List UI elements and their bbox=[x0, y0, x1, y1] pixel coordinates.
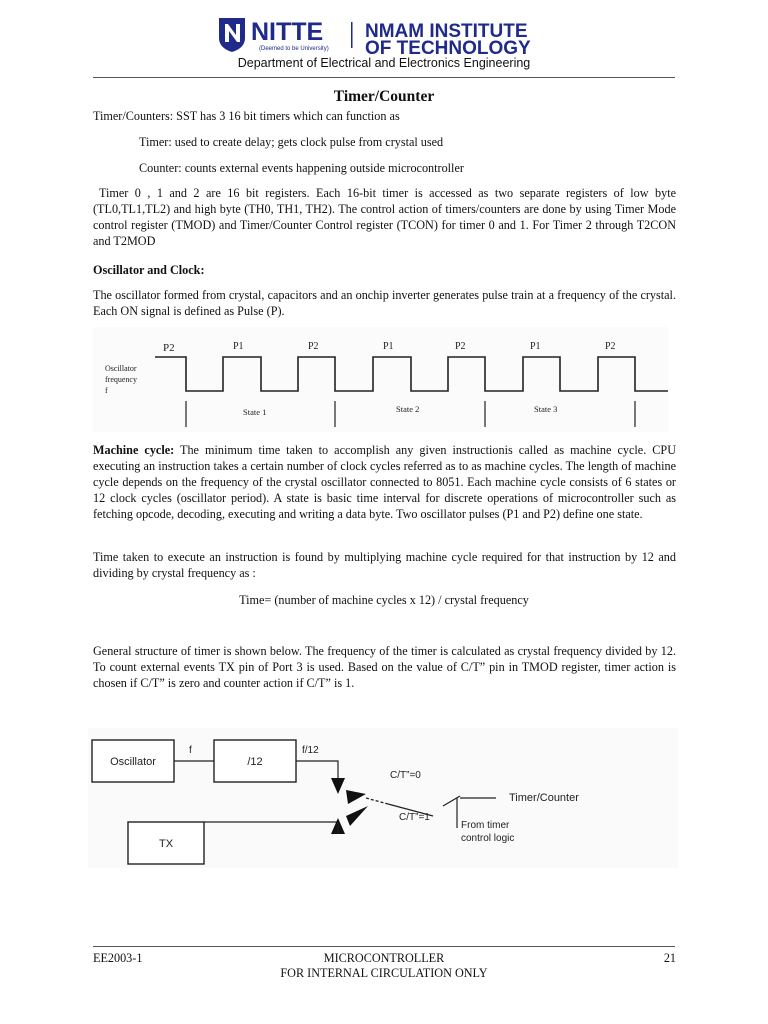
machine-cycle-paragraph bbox=[93, 442, 676, 522]
control-logic-label-line2: control logic bbox=[461, 833, 515, 844]
timer-counter-output-label: Timer/Counter bbox=[509, 792, 579, 804]
timer-structure-diagram bbox=[88, 728, 678, 868]
f12-label: f/12 bbox=[302, 745, 319, 756]
control-logic-label-line1: From timer bbox=[461, 820, 510, 831]
divide-label: /12 bbox=[247, 756, 263, 768]
shield-icon bbox=[219, 18, 245, 52]
ct1-label: C/T”=1 bbox=[399, 812, 430, 823]
machine-cycle-heading: Machine cycle: bbox=[93, 443, 175, 457]
logo-left-text: NITTE bbox=[251, 18, 324, 46]
header-rule bbox=[93, 77, 675, 78]
intro-text: Timer/Counters: SST has 3 16 bit timers which can function as bbox=[93, 109, 400, 123]
signal-label-line3: f bbox=[105, 386, 108, 395]
oscillator-label: Oscillator bbox=[110, 756, 156, 768]
general-structure-paragraph: General structure of timer is shown below. The frequency of the timer is calculated as crystal frequency divided by 12. To count external events TX pin of Port 3 is used. Based on the value of C/T” pin in TMOD register, timer action is chosen if C/T” is zero and counter action if C/T” is 1. bbox=[93, 644, 676, 690]
ct0-label: C/T”=0 bbox=[390, 770, 421, 781]
registers-paragraph: Timer 0 , 1 and 2 are 16 bit registers. Each 16-bit timer is accessed as two separate registers of low byte (TL0,TL1,TL2) and high byte (TH0, TH1, TH2). The control action of timers/counters are done by using Timer Mode control register (TMOD) and Timer/Counter Control register (TCON) for timer 0 and 1. For Timer 2 through T2CON and T2MOD bbox=[93, 186, 676, 248]
logo-right-line1: NMAM INSTITUTE bbox=[365, 21, 528, 42]
pulse-label: P2 bbox=[455, 341, 466, 352]
state-label: State 2 bbox=[396, 404, 420, 414]
signal-label-line1: Oscillator bbox=[105, 364, 137, 373]
machine-cycle-text: The minimum time taken to accomplish any given instructionis called as machine cycle. CPU executing an instruction takes a certain number of clock cycles referred as to as machine cycles. The length of machine cycle depends on the frequency of the crystal oscillator connected to 8051. Each machine cycle consists of 6 states or 12 clock cycles (oscillator period). A state is basic time interval for discrete operations of microcontroller such as fetching opcode, decoding, executing and writing a data byte. Two oscillator pulses (P1 and P2) define one state. bbox=[93, 443, 677, 521]
page-title: Timer/Counter bbox=[333, 88, 435, 105]
oscillator-heading: Oscillator and Clock: bbox=[93, 263, 205, 277]
institute-logo bbox=[215, 14, 555, 54]
signal-label-line2: frequency bbox=[105, 375, 137, 384]
page-header bbox=[0, 0, 768, 80]
f-label: f bbox=[189, 745, 192, 756]
logo-sub-text: (Deemed to be University) bbox=[259, 46, 329, 52]
department-name: Department of Electrical and Electronics Engineering bbox=[237, 56, 531, 70]
pulse-label: P1 bbox=[233, 341, 244, 352]
list-item-counter: Counter: counts external events happening outside microcontroller bbox=[139, 161, 464, 175]
circulation-notice: FOR INTERNAL CIRCULATION ONLY bbox=[280, 966, 488, 980]
list-item-timer: Timer: used to create delay; gets clock pulse from crystal used bbox=[139, 135, 444, 149]
pulse-label: P2 bbox=[163, 342, 175, 354]
footer-rule bbox=[93, 946, 675, 947]
state-label: State 1 bbox=[243, 407, 267, 417]
page-number: 21 bbox=[663, 951, 676, 965]
time-formula: Time= (number of machine cycles x 12) / crystal frequency bbox=[239, 593, 529, 607]
state-label: State 3 bbox=[534, 404, 558, 414]
subject-name: MICROCONTROLLER bbox=[323, 951, 445, 965]
pulse-label: P2 bbox=[605, 341, 616, 352]
logo-right-line2: OF TECHNOLOGY bbox=[365, 38, 531, 54]
clock-waveform-figure bbox=[93, 327, 668, 432]
time-paragraph: Time taken to execute an instruction is found by multiplying machine cycle required for that instruction by 12 and dividing by crystal frequency as : bbox=[93, 550, 676, 580]
course-code: EE2003-1 bbox=[93, 951, 143, 965]
oscillator-paragraph: The oscillator formed from crystal, capacitors and an onchip inverter generates pulse train at a frequency of the crystal. Each ON signal is defined as Pulse (P). bbox=[93, 288, 676, 318]
pulse-label: P2 bbox=[308, 341, 319, 352]
pulse-label: P1 bbox=[530, 341, 541, 352]
pulse-label: P1 bbox=[383, 341, 394, 352]
tx-label: TX bbox=[158, 838, 174, 850]
